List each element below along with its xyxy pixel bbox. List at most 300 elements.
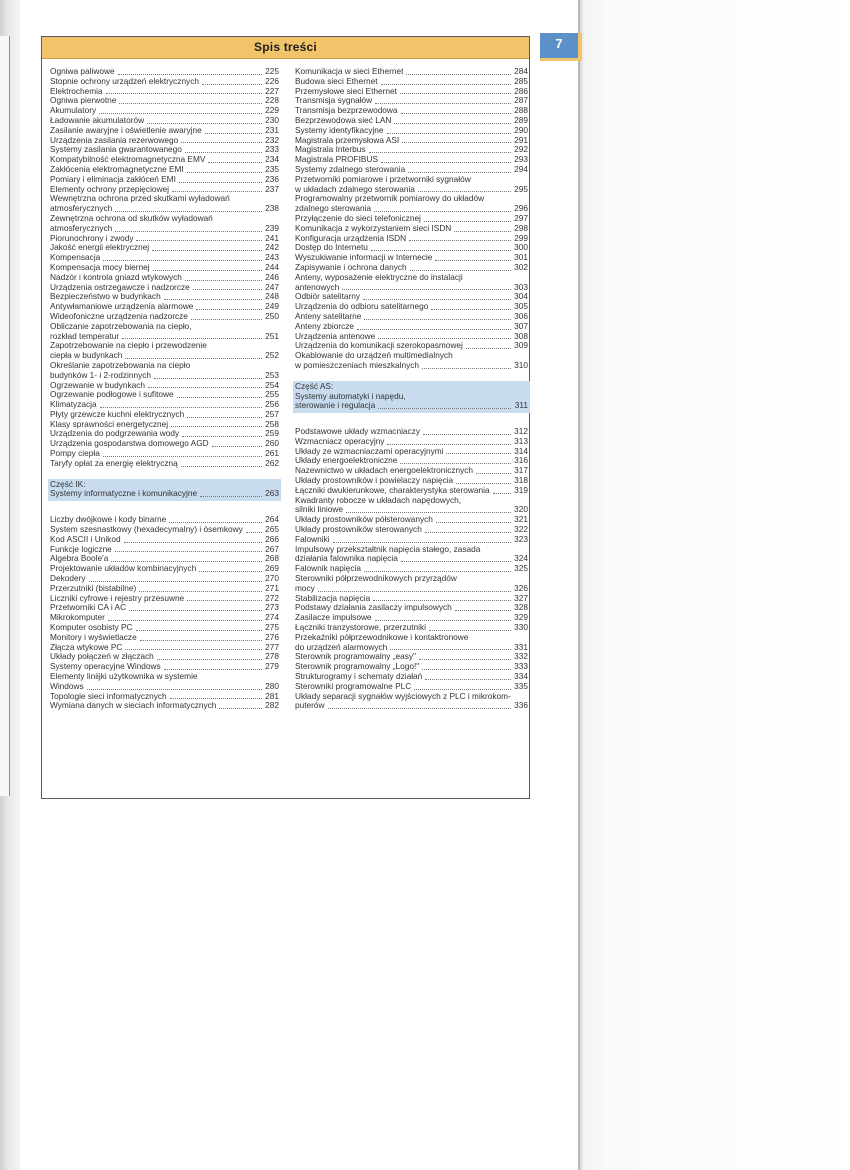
toc-column-left <box>50 67 279 711</box>
toc-entry-title: Elementy ochrony przepięciowej <box>50 183 169 194</box>
dot-leader <box>170 698 262 699</box>
toc-entry-page: 306 <box>514 310 528 321</box>
section-title-line1: Systemy automatyki i napędu, <box>295 390 406 401</box>
toc-entry-page: 277 <box>265 641 279 652</box>
toc-entry-title-line1: Przetworniki pomiarowe i przetworniki sygnałów <box>295 173 471 184</box>
toc-entry-title: Sterownik programowalny „Logo!" <box>295 661 420 672</box>
toc-entry-title-line1: Impulsowy przekształtnik napięcia stałego, zasada <box>295 543 481 554</box>
toc-entry-page: 269 <box>265 563 279 574</box>
dot-leader <box>373 600 511 601</box>
toc-entry-page: 257 <box>265 408 279 419</box>
toc-entry-page: 323 <box>514 533 528 544</box>
toc-entry-title: Stopnie ochrony urządzeń elektrycznych <box>50 75 199 86</box>
toc-entry-title: Dekodery <box>50 573 86 584</box>
toc-entry-page: 322 <box>514 524 528 535</box>
toc-entry-page: 299 <box>514 232 528 243</box>
toc-entry-page: 334 <box>514 671 528 682</box>
toc-entry-title: Mikrokomputer <box>50 612 105 623</box>
dot-leader <box>364 319 511 320</box>
toc-entry-page: 309 <box>514 340 528 351</box>
toc-entry-page: 310 <box>514 359 528 370</box>
toc-entry-page: 258 <box>265 418 279 429</box>
toc-entry-title: Transmisja sygnałów <box>295 95 373 106</box>
toc-entry[interactable] <box>50 341 279 361</box>
toc-entry-title: Podstawy działania zasilaczy impulsowych <box>295 602 452 613</box>
toc-entry-title: Układy prostowników sterowanych <box>295 524 422 535</box>
toc-entry-page: 330 <box>514 622 528 633</box>
dot-leader <box>125 358 262 359</box>
toc-entry-title: Pomiary i eliminacja zakłóceń EMI <box>50 173 176 184</box>
dot-leader <box>435 260 511 261</box>
toc-entry-title: Ogniwa paliwowe <box>50 66 115 76</box>
toc-list-left-2 <box>50 515 279 711</box>
toc-entry-page: 237 <box>265 183 279 194</box>
dot-leader <box>187 600 262 601</box>
toc-entry-page: 307 <box>514 320 528 331</box>
toc-entry-title-line1: Przekaźniki półprzewodnikowe i kontaktronowe <box>295 631 469 642</box>
toc-section-as[interactable] <box>293 381 530 413</box>
toc-entry[interactable] <box>50 194 279 214</box>
toc-entry-title-line1: Elementy liniijki użytkownika w systemie <box>50 671 198 682</box>
toc-entry-page: 325 <box>514 563 528 574</box>
dot-leader <box>219 708 262 709</box>
toc-entry-title: Nadzór i kontrola gniazd wtykowych <box>50 271 182 282</box>
toc-entry-title: Wideofoniczne urządzenia nadzorcze <box>50 310 188 321</box>
toc-entry-page: 248 <box>265 291 279 302</box>
toc-entry[interactable] <box>50 322 279 342</box>
toc-entry-page: 335 <box>514 680 528 691</box>
dot-leader <box>115 211 262 212</box>
dot-leader <box>418 191 511 192</box>
toc-entry-title: Antywłamaniowe urządzenia alarmowe <box>50 301 194 312</box>
toc-entry-title: Komunikacja w sieci Ethernet <box>295 66 404 76</box>
dot-leader <box>111 561 262 562</box>
toc-entry-page: 288 <box>514 105 528 116</box>
dot-leader <box>148 387 262 388</box>
toc-entry-page: 313 <box>514 435 528 446</box>
toc-section-ik[interactable] <box>48 479 281 502</box>
toc-entry-page: 291 <box>514 134 528 145</box>
toc-entry-title: Falownik napięcia <box>295 563 361 574</box>
toc-entry-page: 290 <box>514 124 528 135</box>
toc-entry-title: Przerzutniki (bistabilne) <box>50 582 137 593</box>
toc-entry-title: Urządzenia zasilania rezerwowego <box>50 134 179 145</box>
toc-entry-page: 275 <box>265 622 279 633</box>
dot-leader <box>119 103 262 104</box>
toc-entry-title: puterów <box>295 700 325 711</box>
section-page: 263 <box>265 488 279 499</box>
dot-leader <box>400 463 511 464</box>
toc-entry-title: Ogrzewanie w budynkach <box>50 379 146 390</box>
toc-entry-page: 317 <box>514 465 528 476</box>
toc-entry-page: 282 <box>265 700 279 711</box>
toc-entry-page: 328 <box>514 602 528 613</box>
dot-leader <box>87 689 262 690</box>
toc-entry-page: 271 <box>265 582 279 593</box>
dot-leader <box>374 211 511 212</box>
toc-entry-title: Taryfy opłat za energię elektryczną <box>50 457 178 468</box>
toc-entry-title: Przemysłowe sieci Ethernet <box>295 85 397 96</box>
toc-entry-title: w pomieszczeniach mieszkalnych <box>295 359 420 370</box>
toc-entry-page: 281 <box>265 690 279 701</box>
toc-entry-page: 256 <box>265 399 279 410</box>
toc-entry-title: Urządzenia antenowe <box>295 330 376 341</box>
toc-entry-page: 308 <box>514 330 528 341</box>
toc-entry-page: 228 <box>265 95 279 106</box>
toc-entry-title: Windows <box>50 680 84 691</box>
toc-entry-page: 285 <box>514 75 528 86</box>
toc-header <box>42 37 529 59</box>
toc-entry-title: Konfiguracja urządzenia ISDN <box>295 232 407 243</box>
toc-entry-title: Funkcje logiczne <box>50 543 112 554</box>
toc-entry-page: 264 <box>265 514 279 525</box>
dot-leader <box>115 551 262 552</box>
toc-entry-page: 279 <box>265 661 279 672</box>
toc-entry-page: 295 <box>514 183 528 194</box>
toc-entry-title: Budowa sieci Ethernet <box>295 75 378 86</box>
page-fold <box>578 0 850 1170</box>
dot-leader <box>171 426 262 427</box>
toc-entry-page: 286 <box>514 85 528 96</box>
toc-entry-title: Systemy identyfikacyjne <box>295 124 384 135</box>
toc-entry-title: Algebra Boole'a <box>50 553 109 564</box>
dot-leader <box>400 93 511 94</box>
toc-entry-title: w układach zdalnego sterowania <box>295 183 415 194</box>
toc-entry-page: 227 <box>265 85 279 96</box>
toc-entry-page: 250 <box>265 310 279 321</box>
toc-entry-page: 312 <box>514 426 528 437</box>
dot-leader <box>446 453 511 454</box>
toc-entry-page: 319 <box>514 484 528 495</box>
toc-entry[interactable] <box>50 459 279 469</box>
toc-entry-title: Topologie sieci informatycznych <box>50 690 167 701</box>
toc-entry-title: Projektowanie układów kombinacyjnych <box>50 563 197 574</box>
dot-leader <box>212 446 262 447</box>
toc-entry[interactable] <box>50 701 279 711</box>
toc-entry-page: 232 <box>265 134 279 145</box>
toc-entry-page: 273 <box>265 602 279 613</box>
toc-entry-title: Układy energoelektroniczne <box>295 455 398 466</box>
dot-leader <box>378 338 511 339</box>
toc-entry-title: Klimatyzacja <box>50 399 97 410</box>
toc-entry-title: Systemy zasilania gwarantowanego <box>50 144 182 155</box>
dot-leader <box>136 240 262 241</box>
toc-entry-page: 321 <box>514 514 528 525</box>
toc-entry-title: Bezprzewodowa sieć LAN <box>295 114 392 125</box>
dot-leader <box>375 103 511 104</box>
dot-leader <box>466 348 511 349</box>
toc-entry-title: Kompensacja <box>50 252 101 263</box>
toc-entry-title: Wzmacniacz operacyjny <box>295 435 385 446</box>
dot-leader <box>357 329 511 330</box>
toc-entry-title: Systemy zdalnego sterowania <box>295 163 406 174</box>
toc-entry-page: 300 <box>514 242 528 253</box>
toc-entry-page: 304 <box>514 291 528 302</box>
toc-entry[interactable] <box>295 194 528 214</box>
dot-leader <box>124 542 262 543</box>
dot-leader <box>390 649 511 650</box>
toc-entry-page: 278 <box>265 651 279 662</box>
toc-entry-page: 268 <box>265 553 279 564</box>
dot-leader <box>406 74 511 75</box>
section-page: 311 <box>514 400 528 411</box>
dot-leader <box>456 483 511 484</box>
toc-entry-title-line1: Anteny, wyposażenie elektryczne do instalacji <box>295 271 463 282</box>
toc-entry-page: 329 <box>514 612 528 623</box>
dot-leader <box>115 231 262 232</box>
toc-entry-title-line1: Okablowanie do urządzeń multimedialnych <box>295 350 453 361</box>
dot-leader <box>419 659 511 660</box>
toc-entry-page: 252 <box>265 350 279 361</box>
dot-leader <box>181 466 262 467</box>
toc-entry-title: Układy prostowników półsterowanych <box>295 514 433 525</box>
toc-entry-page: 242 <box>265 242 279 253</box>
toc-entry-title: Kod ASCII i Unikod <box>50 533 121 544</box>
toc-entry-page: 333 <box>514 661 528 672</box>
toc-entry-page: 270 <box>265 573 279 584</box>
toc-entry-title-line1: Zapotrzebowanie na ciepło i przewodzenie <box>50 340 207 351</box>
toc-entry-title: Akumulatory <box>50 105 97 116</box>
toc-entry-page: 327 <box>514 592 528 603</box>
toc-entry[interactable] <box>50 361 279 381</box>
toc-entry-title: silniki liniowe <box>295 504 343 515</box>
toc-entry-title: do urządzeń alarmowych <box>295 641 388 652</box>
toc-entry-page: 226 <box>265 75 279 86</box>
dot-leader <box>152 250 262 251</box>
toc-entry[interactable] <box>295 175 528 195</box>
dot-leader <box>191 319 262 320</box>
toc-entry-title: Urządzenia ostrzegawcze i nadzorcze <box>50 281 190 292</box>
toc-entry-title-line1: Sterowniki półprzewodnikowych przyrządów <box>295 573 457 584</box>
toc-entry-title: Bezpieczeństwo w budynkach <box>50 291 161 302</box>
toc-entry-title: Pompy ciepła <box>50 448 100 459</box>
toc-entry-page: 318 <box>514 475 528 486</box>
dot-leader <box>196 309 262 310</box>
toc-entry-page: 244 <box>265 261 279 272</box>
toc-entry-title-line1: Zewnętrzna ochrona od skutków wyładowań <box>50 212 213 223</box>
toc-entry-title: Ogniwa pierwotne <box>50 95 117 106</box>
toc-entry-page: 272 <box>265 592 279 603</box>
toc-entry-page: 292 <box>514 144 528 155</box>
dot-leader <box>199 571 262 572</box>
dot-leader <box>369 152 511 153</box>
toc-entry-page: 251 <box>265 330 279 341</box>
dot-leader <box>169 522 262 523</box>
toc-entry-title: Jakość energii elektrycznej <box>50 242 150 253</box>
dot-leader <box>429 630 511 631</box>
table-of-contents <box>41 36 530 799</box>
toc-entry-page: 225 <box>265 66 279 76</box>
toc-entry-title: Urządzenia gospodarstwa domowego AGD <box>50 438 209 449</box>
toc-entry-title: działania falownika napięcia <box>295 553 398 564</box>
dot-leader <box>318 591 511 592</box>
toc-list-right-1 <box>295 67 528 371</box>
dot-leader <box>246 532 262 533</box>
toc-entry[interactable] <box>295 351 528 371</box>
toc-entry-page: 233 <box>265 144 279 155</box>
toc-entry-title: Zapisywanie i ochrona danych <box>295 261 407 272</box>
dot-leader <box>454 231 511 232</box>
dot-leader <box>402 142 511 143</box>
toc-entry-page: 266 <box>265 533 279 544</box>
toc-entry-page: 236 <box>265 173 279 184</box>
toc-entry-title: rozkład temperatur <box>50 330 120 341</box>
toc-entry[interactable] <box>295 273 528 293</box>
dot-leader <box>187 172 262 173</box>
toc-entry-page: 260 <box>265 438 279 449</box>
dot-leader <box>157 659 262 660</box>
toc-entry-title: Wymiana danych w sieciach informatycznych <box>50 700 217 711</box>
dot-leader <box>208 162 262 163</box>
toc-entry-page: 301 <box>514 252 528 263</box>
dot-leader <box>205 133 262 134</box>
dot-leader <box>122 338 262 339</box>
toc-entry-title: Podstawowe układy wzmacniaczy <box>295 426 420 437</box>
dot-leader <box>414 689 511 690</box>
toc-entry-title: Stabilizacja napięcia <box>295 592 371 603</box>
toc-entry-title-line1: Kwadranty robocze w układach napędowych, <box>295 494 462 505</box>
toc-entry-page: 239 <box>265 222 279 233</box>
toc-entry-title: Anteny zbiorcze <box>295 320 355 331</box>
toc-entry-title: Przetworniki CA i AC <box>50 602 127 613</box>
toc-entry-title: System szesnastkowy (hexadecymalny) i ósemkowy <box>50 524 243 535</box>
page-title: Spis treści <box>254 40 317 54</box>
dot-leader <box>455 610 511 611</box>
toc-entry-page: 231 <box>265 124 279 135</box>
toc-entry[interactable] <box>295 496 528 516</box>
toc-entry-page: 241 <box>265 232 279 243</box>
toc-entry-page: 294 <box>514 163 528 174</box>
toc-entry-title: Płyty grzewcze kuchni elektrycznych <box>50 408 185 419</box>
toc-entry-page: 253 <box>265 369 279 380</box>
dot-leader <box>493 493 511 494</box>
toc-entry-page: 247 <box>265 281 279 292</box>
dot-leader <box>423 434 511 435</box>
toc-entry-title: Urządzenia do komunikacji szerokopasmowej <box>295 340 463 351</box>
dot-leader <box>172 191 262 192</box>
dot-leader <box>375 620 511 621</box>
toc-entry-title: Liczby dwójkowe i kody binarne <box>50 514 167 525</box>
toc-entry-page: 293 <box>514 154 528 165</box>
toc-entry-title: Komunikacja z wykorzystaniem sieci ISDN <box>295 222 452 233</box>
toc-entry-title: Wyszukiwanie informacji w Internecie <box>295 252 433 263</box>
toc-entry[interactable] <box>295 633 528 653</box>
toc-entry-title: Transmisja bezprzewodowa <box>295 105 398 116</box>
toc-list-left-1 <box>50 67 279 469</box>
toc-entry-title: Układy ze wzmacniaczami operacyjnymi <box>295 445 444 456</box>
dot-leader <box>103 260 262 261</box>
toc-entry-page: 265 <box>265 524 279 535</box>
dot-leader <box>387 133 511 134</box>
toc-entry-title-line1: Wewnętrzna ochrona przed skutkami wyładowań <box>50 193 230 204</box>
toc-entry-page: 303 <box>514 281 528 292</box>
toc-entry-title: ciepła w budynkach <box>50 350 123 361</box>
dot-leader <box>363 299 511 300</box>
toc-entry-page: 234 <box>265 154 279 165</box>
section-title: Systemy informatyczne i komunikacyjne <box>50 488 198 499</box>
dot-leader <box>410 270 511 271</box>
dot-leader <box>187 417 262 418</box>
dot-leader <box>387 444 511 445</box>
toc-entry-page: 331 <box>514 641 528 652</box>
toc-entry-title: Układy połączeń w złączach <box>50 651 154 662</box>
toc-entry-title: Klasy sprawności energetycznej <box>50 418 169 429</box>
toc-entry[interactable] <box>295 545 528 565</box>
toc-entry-page: 280 <box>265 680 279 691</box>
toc-entry-title: Zakłócenia elektromagnetyczne EMI <box>50 163 184 174</box>
dot-leader <box>140 640 262 641</box>
toc-entry[interactable] <box>50 214 279 234</box>
toc-entry-page: 274 <box>265 612 279 623</box>
dot-leader <box>153 270 262 271</box>
dot-leader <box>177 397 262 398</box>
dot-leader <box>333 542 511 543</box>
toc-entry-title: Zasilacze impulsowe <box>295 612 372 623</box>
toc-entry-page: 238 <box>265 203 279 214</box>
dot-leader <box>106 93 262 94</box>
toc-entry-title: Zasilanie awaryjne i oświetlenie awaryjne <box>50 124 202 135</box>
toc-entry-page: 230 <box>265 114 279 125</box>
toc-entry-title: Strukturogramy i schematy działań <box>295 671 423 682</box>
toc-entry-title-line1: Układy separacji sygnałów wyjściowych z PLC i mikrokom- <box>295 690 511 701</box>
dot-leader <box>100 407 262 408</box>
toc-entry-title: Anteny satelitarne <box>295 310 362 321</box>
toc-entry-title: Falowniki <box>295 533 330 544</box>
toc-entry-title: Odbiór satelitarny <box>295 291 361 302</box>
toc-entry-title: Sterowniki programowalne PLC <box>295 680 412 691</box>
dot-leader <box>185 280 262 281</box>
dot-leader <box>422 669 511 670</box>
toc-entry-title: Magistrala Interbus <box>295 144 366 155</box>
dot-leader <box>181 142 262 143</box>
toc-entry-page: 289 <box>514 114 528 125</box>
dot-leader <box>425 532 511 533</box>
dot-leader <box>394 123 511 124</box>
toc-entry[interactable] <box>295 692 528 712</box>
section-label: Część AS: <box>295 380 334 391</box>
toc-entry-title: Magistrala PROFIBUS <box>295 154 378 165</box>
toc-entry[interactable] <box>50 672 279 692</box>
dot-leader <box>346 512 511 513</box>
dot-leader <box>108 620 262 621</box>
toc-entry-title: Liczniki cyfrowe i rejestry przesuwne <box>50 592 185 603</box>
dot-leader <box>202 84 262 85</box>
toc-entry-title: Układy prostowników i powielaczy napięcia <box>295 475 454 486</box>
toc-entry-title: budynków 1- i 2-rodzinnych <box>50 369 151 380</box>
dot-leader <box>185 152 262 153</box>
toc-entry-title: Nazewnictwo w układach energoelektronicznych <box>295 465 474 476</box>
dot-leader <box>147 123 262 124</box>
toc-entry-title: Kompatybilność elektromagnetyczna EMV <box>50 154 206 165</box>
dot-leader <box>89 581 262 582</box>
toc-entry[interactable] <box>295 574 528 594</box>
dot-leader <box>408 172 511 173</box>
dot-leader <box>125 649 262 650</box>
dot-leader <box>139 591 262 592</box>
dot-leader <box>164 299 262 300</box>
toc-entry-page: 267 <box>265 543 279 554</box>
dot-leader <box>436 522 511 523</box>
toc-entry-title: Monitory i wyświetlacze <box>50 631 137 642</box>
toc-entry-title: Przyłączenie do sieci telefonicznej <box>295 212 421 223</box>
dot-leader <box>425 679 511 680</box>
toc-entry-page: 255 <box>265 389 279 400</box>
toc-entry-page: 261 <box>265 448 279 459</box>
toc-entry-title: Łączniki tranzystorowe, przerzutniki <box>295 622 426 633</box>
toc-entry-title: atmosferycznych <box>50 222 113 233</box>
dot-leader <box>371 250 511 251</box>
toc-entry-page: 287 <box>514 95 528 106</box>
